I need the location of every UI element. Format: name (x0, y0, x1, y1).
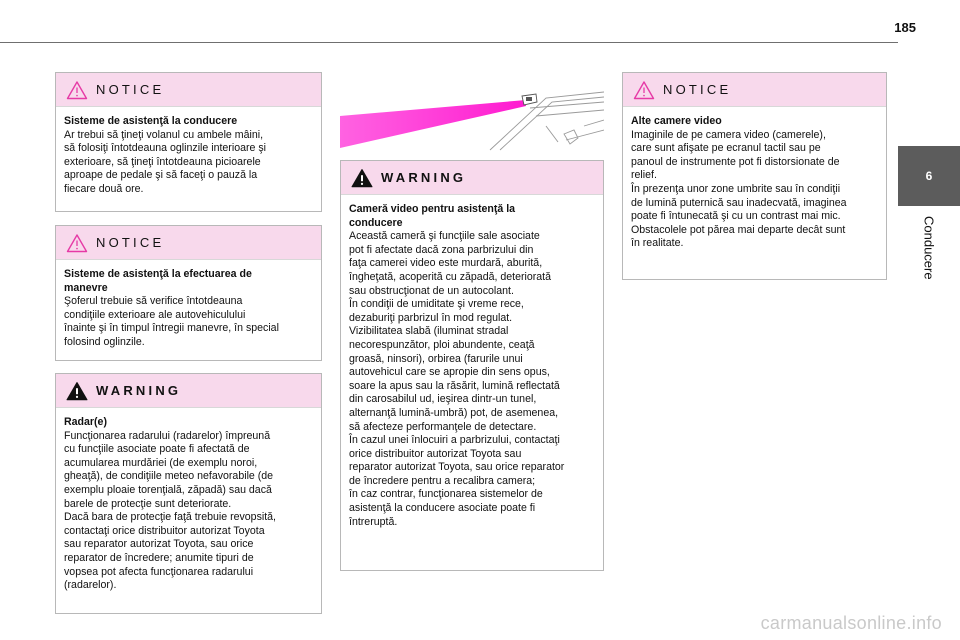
warning-triangle-icon (66, 381, 88, 401)
notice-line: folosind oglinzile. (64, 335, 145, 348)
notice-header (623, 73, 886, 107)
warning-label: WARNING (381, 170, 467, 185)
notice-line: Obstacolele pot părea mai departe decât sunt (631, 223, 846, 236)
warning-box-radar (55, 373, 322, 614)
notice-title: manevre (64, 281, 108, 294)
chapter-number: 6 (925, 169, 933, 183)
warning-line: cu funcţiile asociate poate fi afectată de (64, 443, 250, 456)
notice-line: fiecare două ore. (64, 182, 144, 195)
warning-line: autovehicul care se apropie din sens opus, (349, 366, 550, 379)
notice-box-maneuver-assistance (55, 225, 322, 361)
warning-line: În cazul unei înlocuiri a parbrizului, contactaţi (349, 434, 560, 447)
warning-label: WARNING (96, 383, 182, 398)
warning-line: să afecteze performanţele de detectare. (349, 420, 537, 433)
notice-header (56, 73, 321, 107)
warning-line: sau obstrucţionat de un autocolant. (349, 284, 514, 297)
notice-line: poate fi întunecată şi cu un contrast mai mic. (631, 210, 841, 223)
warning-line: necorespunzător, ploi abundente, ceaţă (349, 338, 535, 351)
notice-line: Şoferul trebuie să verifice întotdeauna (64, 295, 243, 308)
notice-line: care sunt afişate pe ecranul tactil sau pe (631, 142, 821, 155)
warning-triangle-icon (351, 168, 373, 188)
warning-line: În condiţii de umiditate şi vreme rece, (349, 298, 524, 311)
notice-line: să folosiţi întotdeauna oglinzile interioare şi (64, 142, 266, 155)
notice-line: aproape de pedale şi să faceţi o pauză la (64, 169, 258, 182)
warning-line: asistenţă la conducere asociate poate fi (349, 502, 536, 515)
warning-line: îngheţată, acoperită cu zăpadă, deteriorată (349, 270, 552, 283)
notice-line: înainte şi în timpul întregii manevre, în special (64, 322, 279, 335)
warning-line: din carosabilul ud, ieşirea dintr-un tunel, (349, 393, 537, 406)
warning-line: întreruptă. (349, 515, 398, 528)
warning-line: barele de protecţie sunt deteriorate. (64, 497, 232, 510)
warning-line: vopsea pot afecta funcţionarea radarului (64, 565, 254, 578)
notice-title: Sisteme de asistenţă la efectuarea de (64, 268, 252, 280)
warning-line: Această cameră şi funcţiile sale asociate (349, 230, 540, 243)
warning-line: Funcţionarea radarului (radarelor) împreună (64, 429, 271, 442)
warning-line: sau reparator autorizat Toyota, sau orice (64, 538, 254, 551)
camera-beam (340, 100, 526, 148)
notice-line: Ar trebui să ţineţi volanul cu ambele mâini, (64, 128, 264, 141)
notice-title: Alte camere video (631, 115, 722, 127)
watermark: carmanualsonline.info (760, 613, 942, 633)
notice-triangle-icon (66, 80, 88, 100)
warning-line: groasă, ninsori), orbirea (farurile unui (349, 352, 523, 365)
notice-line: panoul de instrumente pot fi distorsionate de (631, 155, 840, 168)
warning-line: Vizibilitatea slabă (iluminat stradal (349, 325, 509, 338)
warning-line: reparator autorizat Toyota, sau orice reparator (349, 461, 565, 474)
notice-line: relief. (631, 169, 657, 182)
chapter-title (898, 206, 960, 366)
warning-box-camera (340, 160, 604, 571)
page-number: 185 (894, 20, 916, 35)
notice-box-other-cameras (622, 72, 887, 280)
camera-icon (522, 94, 537, 105)
notice-line: În prezenţa unor zone umbrite sau în condiţii (631, 182, 841, 195)
header-rule (0, 42, 898, 43)
windshield-camera-illustration (340, 86, 604, 152)
warning-line: de încredere pentru a recalibra camera; (349, 474, 536, 487)
warning-header (341, 161, 603, 195)
notice-line: în realitate. (631, 237, 684, 250)
notice-label: NOTICE (663, 82, 732, 97)
warning-line: orice distribuitor autorizat Toyota sau (349, 447, 522, 460)
warning-line: reparator de încredere; anumite tipuri de (64, 551, 254, 564)
warning-line: exemplu ploaie torenţială, zăpadă) sau dacă (64, 483, 272, 496)
warning-line: soare la apus sau la răsărit, lumină reflectată (349, 379, 560, 392)
warning-title: Cameră video pentru asistenţă la (349, 203, 516, 215)
notice-label: NOTICE (96, 235, 165, 250)
notice-box-driving-assistance (55, 72, 322, 212)
warning-line: faţa camerei video este murdară, aburită, (349, 257, 543, 270)
warning-line: Dacă bara de protecţie faţă trebuie revopsită, (64, 511, 276, 524)
notice-title: Sisteme de asistenţă la conducere (64, 115, 238, 127)
notice-triangle-icon (633, 80, 655, 100)
warning-line: gheaţă), de condiţiile meteo nefavorabile (de (64, 470, 274, 483)
chapter-tab[interactable] (898, 146, 960, 206)
warning-title: conducere (349, 216, 403, 229)
warning-line: dezaburiţi parbrizul în mod regulat. (349, 311, 513, 324)
car-outline (490, 92, 604, 150)
warning-title: Radar(e) (64, 416, 107, 428)
warning-line: (radarelor). (64, 579, 117, 592)
warning-line: în caz contrar, funcţionarea sistemelor de (349, 488, 543, 501)
notice-line: Imaginile de pe camera video (camerele), (631, 128, 826, 141)
notice-line: condiţiile exterioare ale autovehiculului (64, 308, 246, 321)
notice-line: de lumină puternică sau inadecvată, imaginea (631, 196, 847, 209)
warning-line: alternanţă lumină-umbră) pot, de asemenea, (349, 406, 559, 419)
chapter-title-text: Conducere (921, 216, 937, 280)
warning-line: pot fi afectate dacă zona parbrizului din (349, 243, 534, 256)
notice-triangle-icon (66, 233, 88, 253)
warning-header (56, 374, 321, 408)
notice-line: exterioare, să ţineţi întotdeauna picioarele (64, 155, 261, 168)
notice-label: NOTICE (96, 82, 165, 97)
warning-line: contactaţi orice distribuitor autorizat Toyota (64, 524, 265, 537)
warning-line: acumularea murdăriei (de exemplu noroi, (64, 456, 258, 469)
notice-header (56, 226, 321, 260)
